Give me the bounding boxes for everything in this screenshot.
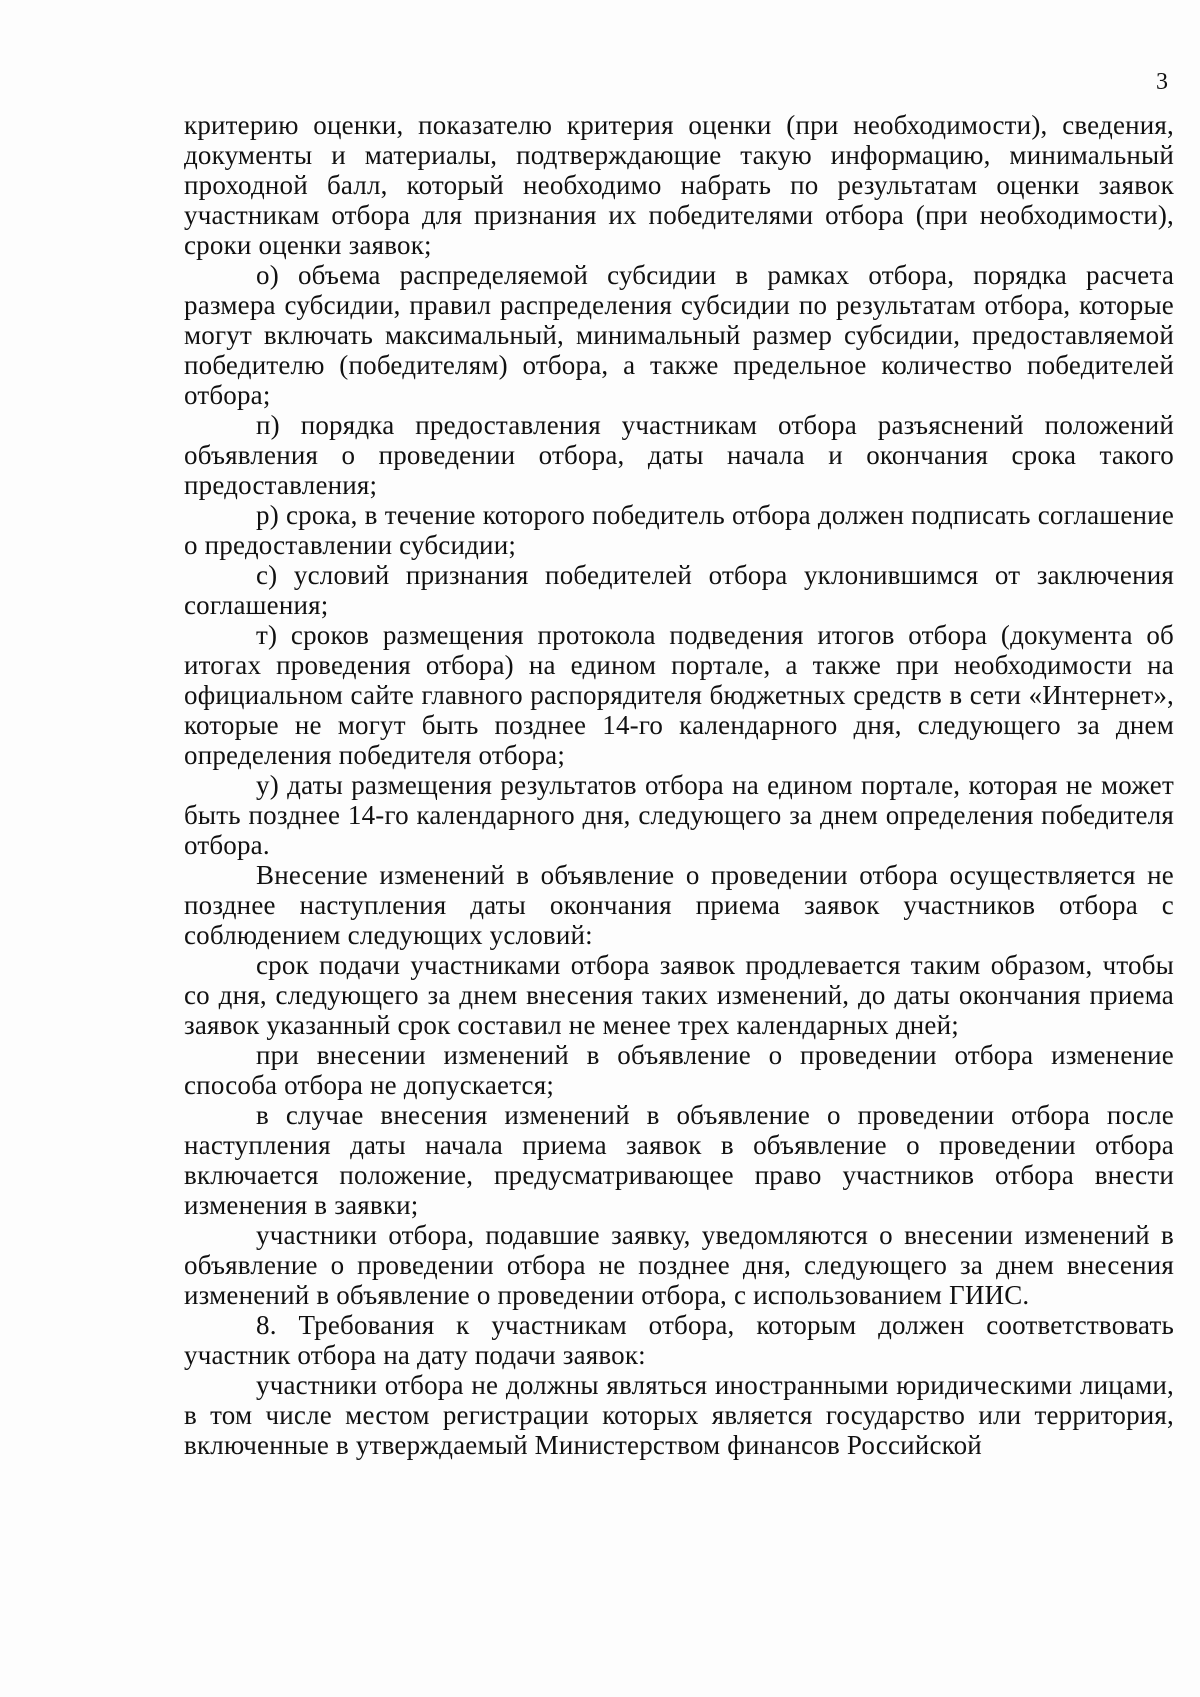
paragraph-section-8: 8. Требования к участникам отбора, которым должен соответствовать участник отбора на дату подачи заявок: xyxy=(184,1310,1174,1370)
paragraph-item-o: о) объема распределяемой субсидии в рамках отбора, порядка расчета размера субсидии, правил распределения субсидии по результатам отбора, которые могут включать максимальный, минимальный размер субсидии, предоставляемой победителю (победителям) отбора, а также предельное количество победителей отбора; xyxy=(184,260,1174,410)
paragraph-item-t: т) сроков размещения протокола подведения итогов отбора (документа об итогах проведения отбора) на едином портале, а также при необходимости на официальном сайте главного распорядителя бюджетных средств в сети «Интернет», которые не могут быть позднее 14-го календарного дня, следующего за днем определения победителя отбора; xyxy=(184,620,1174,770)
page-number: 3 xyxy=(1156,69,1168,95)
paragraph-item-s: с) условий признания победителей отбора уклонившимся от заключения соглашения; xyxy=(184,560,1174,620)
paragraph-requirement-1: участники отбора не должны являться иностранными юридическими лицами, в том числе местом регистрации которых является государство или территория, включенные в утверждаемый Министерством финансов Российской xyxy=(184,1370,1174,1460)
paragraph-item-p: п) порядка предоставления участникам отбора разъяснений положений объявления о проведении отбора, даты начала и окончания срока такого предоставления; xyxy=(184,410,1174,500)
paragraph-item-u: у) даты размещения результатов отбора на едином портале, которая не может быть позднее 14-го календарного дня, следующего за днем определения победителя отбора. xyxy=(184,770,1174,860)
paragraph-amendments-intro: Внесение изменений в объявление о проведении отбора осуществляется не позднее наступления даты окончания приема заявок участников отбора с соблюдением следующих условий: xyxy=(184,860,1174,950)
paragraph-criteria-continuation: критерию оценки, показателю критерия оценки (при необходимости), сведения, документы и материалы, подтверждающие такую информацию, минимальный проходной балл, который необходимо набрать по результатам оценки заявок участникам отбора для признания их победителями отбора (при необходимости), сроки оценки заявок; xyxy=(184,110,1174,260)
paragraph-amendment-condition-2: при внесении изменений в объявление о проведении отбора изменение способа отбора не допускается; xyxy=(184,1040,1174,1100)
paragraph-amendment-condition-4: участники отбора, подавшие заявку, уведомляются о внесении изменений в объявление о проведении отбора не позднее дня, следующего за днем внесения изменений в объявление о проведении отбора, с использованием ГИИС. xyxy=(184,1220,1174,1310)
paragraph-amendment-condition-1: срок подачи участниками отбора заявок продлевается таким образом, чтобы со дня, следующего за днем внесения таких изменений, до даты окончания приема заявок указанный срок составил не менее трех календарных дней; xyxy=(184,950,1174,1040)
document-body xyxy=(184,110,1174,1460)
paragraph-amendment-condition-3: в случае внесения изменений в объявление о проведении отбора после наступления даты начала приема заявок в объявление о проведении отбора включается положение, предусматривающее право участников отбора внести изменения в заявки; xyxy=(184,1100,1174,1220)
paragraph-item-r: р) срока, в течение которого победитель отбора должен подписать соглашение о предоставлении субсидии; xyxy=(184,500,1174,560)
